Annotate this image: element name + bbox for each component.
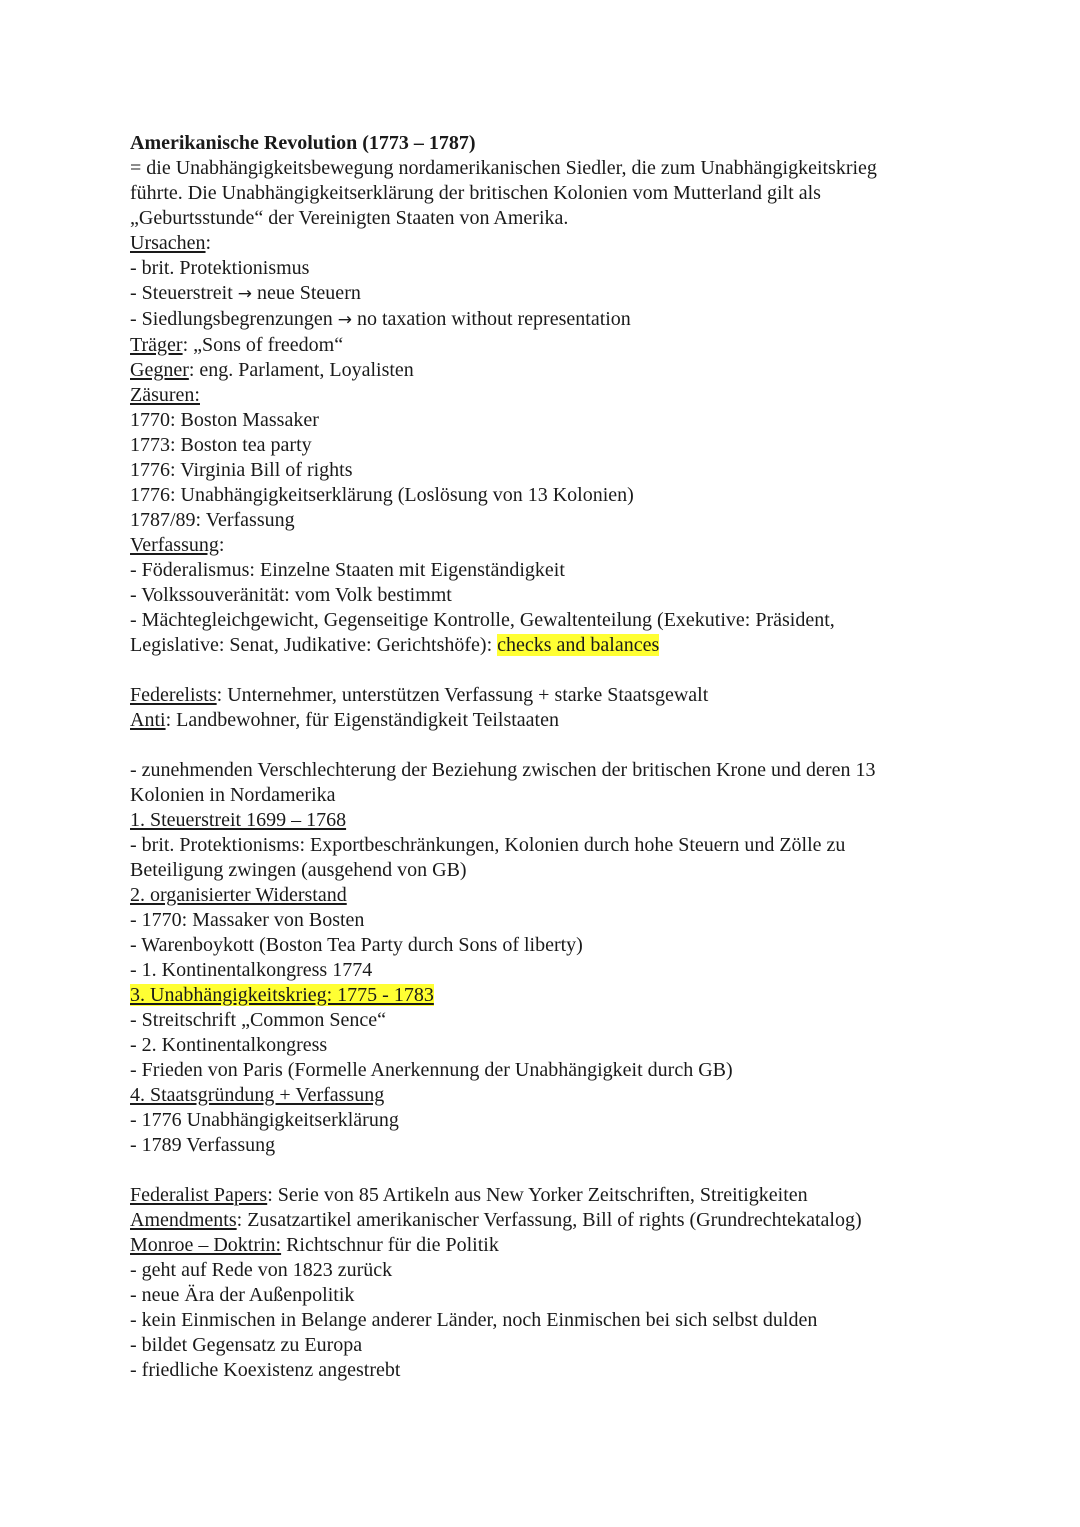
ursachen-item	[130, 281, 960, 307]
zaesuren-item: 1776: Unabhängigkeitserklärung (Loslösung von 13 Kolonien)	[130, 484, 634, 506]
federelists-label: Federelists	[130, 684, 217, 706]
verfassung-item	[130, 633, 960, 658]
phase-heading-text: 2. organisierter Widerstand	[130, 884, 347, 906]
federelists-text: : Unternehmer, unterstützen Verfassung + starke Staatsgewalt	[216, 684, 709, 706]
monroe-label: Monroe – Doktrin:	[130, 1234, 282, 1256]
verfassung-colon: :	[218, 534, 225, 556]
anti-text: : Landbewohner, für Eigenständigkeit Teilstaaten	[165, 709, 559, 731]
traeger-label: Träger	[130, 334, 183, 356]
arrow-right-icon: →	[237, 284, 252, 304]
monroe-item: - geht auf Rede von 1823 zurück	[130, 1259, 393, 1281]
ursachen-heading	[130, 231, 960, 256]
phase-heading	[130, 808, 960, 833]
phase-heading-text: 4. Staatsgründung + Verfassung	[130, 1084, 385, 1106]
phase-heading-text: 1. Steuerstreit 1699 – 1768	[130, 809, 347, 831]
document-page	[130, 131, 960, 1383]
amendments-line	[130, 1208, 960, 1233]
zaesuren-item: 1770: Boston Massaker	[130, 409, 319, 431]
phase-item: - Frieden von Paris (Formelle Anerkennung der Unabhängigkeit durch GB)	[130, 1059, 733, 1081]
anti-label: Anti	[130, 709, 166, 731]
amendments-text: : Zusatzartikel amerikanischer Verfassung, Bill of rights (Grundrechtekatalog)	[236, 1209, 862, 1231]
verfassung-label: Verfassung	[130, 534, 219, 556]
verfassung-last-line: Legislative: Senat, Judikative: Gerichtshöfe):	[130, 634, 498, 656]
gegner-line	[130, 358, 960, 383]
ursachen-item-text: - Siedlungsbegrenzungen	[130, 308, 338, 330]
phase-item: - 1776 Unabhängigkeitserklärung	[130, 1109, 399, 1131]
anti-line	[130, 708, 960, 733]
verschlechterung-line: - zunehmenden Verschlechterung der Beziehung zwischen der britischen Krone und deren 13	[130, 759, 876, 781]
phase-item: - 1770: Massaker von Bosten	[130, 909, 365, 931]
verfassung-item: - Volkssouveränität: vom Volk bestimmt	[130, 584, 452, 606]
ursachen-item-text: no taxation without representation	[351, 308, 631, 330]
monroe-item: - neue Ära der Außenpolitik	[130, 1284, 355, 1306]
ursachen-item-text: - Steuerstreit	[130, 282, 238, 304]
phase-item: - Streitschrift „Common Sence“	[130, 1009, 387, 1031]
verschlechterung-line: Kolonien in Nordamerika	[130, 784, 336, 806]
phase-heading	[130, 983, 960, 1008]
monroe-item: - bildet Gegensatz zu Europa	[130, 1334, 363, 1356]
phase-heading	[130, 883, 960, 908]
zaesuren-heading	[130, 383, 960, 408]
intro-line: führte. Die Unabhängigkeitserklärung der britischen Kolonien vom Mutterland gilt als	[130, 182, 821, 204]
traeger-text: : „Sons of freedom“	[182, 334, 344, 356]
zaesuren-item: 1776: Virginia Bill of rights	[130, 459, 353, 481]
gegner-label: Gegner	[130, 359, 189, 381]
gegner-text: : eng. Parlament, Loyalisten	[188, 359, 414, 381]
federelists-line	[130, 683, 960, 708]
traeger-line	[130, 333, 960, 358]
monroe-text: Richtschnur für die Politik	[281, 1234, 499, 1256]
phase-item: - 2. Kontinentalkongress	[130, 1034, 328, 1056]
monroe-item: - friedliche Koexistenz angestrebt	[130, 1359, 401, 1381]
verfassung-item: - Mächtegleichgewicht, Gegenseitige Kontrolle, Gewaltenteilung (Exekutive: Präsident,	[130, 609, 835, 631]
verfassung-item: - Föderalismus: Einzelne Staaten mit Eigenständigkeit	[130, 559, 565, 581]
spacer	[130, 1158, 960, 1183]
ursachen-item: - brit. Protektionismus	[130, 257, 310, 279]
phase-item: - 1789 Verfassung	[130, 1134, 276, 1156]
document-title: Amerikanische Revolution (1773 – 1787)	[130, 132, 476, 154]
spacer	[130, 733, 960, 758]
intro-line: = die Unabhängigkeitsbewegung nordamerikanischen Siedler, die zum Unabhängigkeitskrieg	[130, 157, 877, 179]
intro-line: „Geburtsstunde“ der Vereinigten Staaten von Amerika.	[130, 207, 569, 229]
phase-item: - brit. Protektionisms: Exportbeschränkungen, Kolonien durch hohe Steuern und Zölle zu	[130, 834, 846, 856]
phase-item: - Warenboykott (Boston Tea Party durch Sons of liberty)	[130, 934, 583, 956]
ursachen-item-text: neue Steuern	[252, 282, 361, 304]
checks-and-balances-highlight: checks and balances	[497, 634, 660, 656]
arrow-right-icon: →	[337, 310, 352, 330]
zaesuren-item: 1787/89: Verfassung	[130, 509, 295, 531]
federalist-papers-line	[130, 1183, 960, 1208]
federalist-papers-text: : Serie von 85 Artikeln aus New Yorker Zeitschriften, Streitigkeiten	[267, 1184, 808, 1206]
ursachen-item	[130, 307, 960, 333]
monroe-line	[130, 1233, 960, 1258]
federalist-papers-label: Federalist Papers	[130, 1184, 268, 1206]
ursachen-colon: :	[205, 232, 212, 254]
amendments-label: Amendments	[130, 1209, 237, 1231]
monroe-item: - kein Einmischen in Belange anderer Länder, noch Einmischen bei sich selbst dulden	[130, 1309, 818, 1331]
verfassung-heading	[130, 533, 960, 558]
phase-item: - 1. Kontinentalkongress 1774	[130, 959, 373, 981]
phase-heading-text-highlighted: 3. Unabhängigkeitskrieg: 1775 - 1783	[130, 984, 434, 1006]
ursachen-label: Ursachen	[130, 232, 206, 254]
zaesuren-item: 1773: Boston tea party	[130, 434, 312, 456]
zaesuren-label: Zäsuren:	[130, 384, 200, 406]
phase-item: Beteiligung zwingen (ausgehend von GB)	[130, 859, 467, 881]
spacer	[130, 658, 960, 683]
phase-heading	[130, 1083, 960, 1108]
